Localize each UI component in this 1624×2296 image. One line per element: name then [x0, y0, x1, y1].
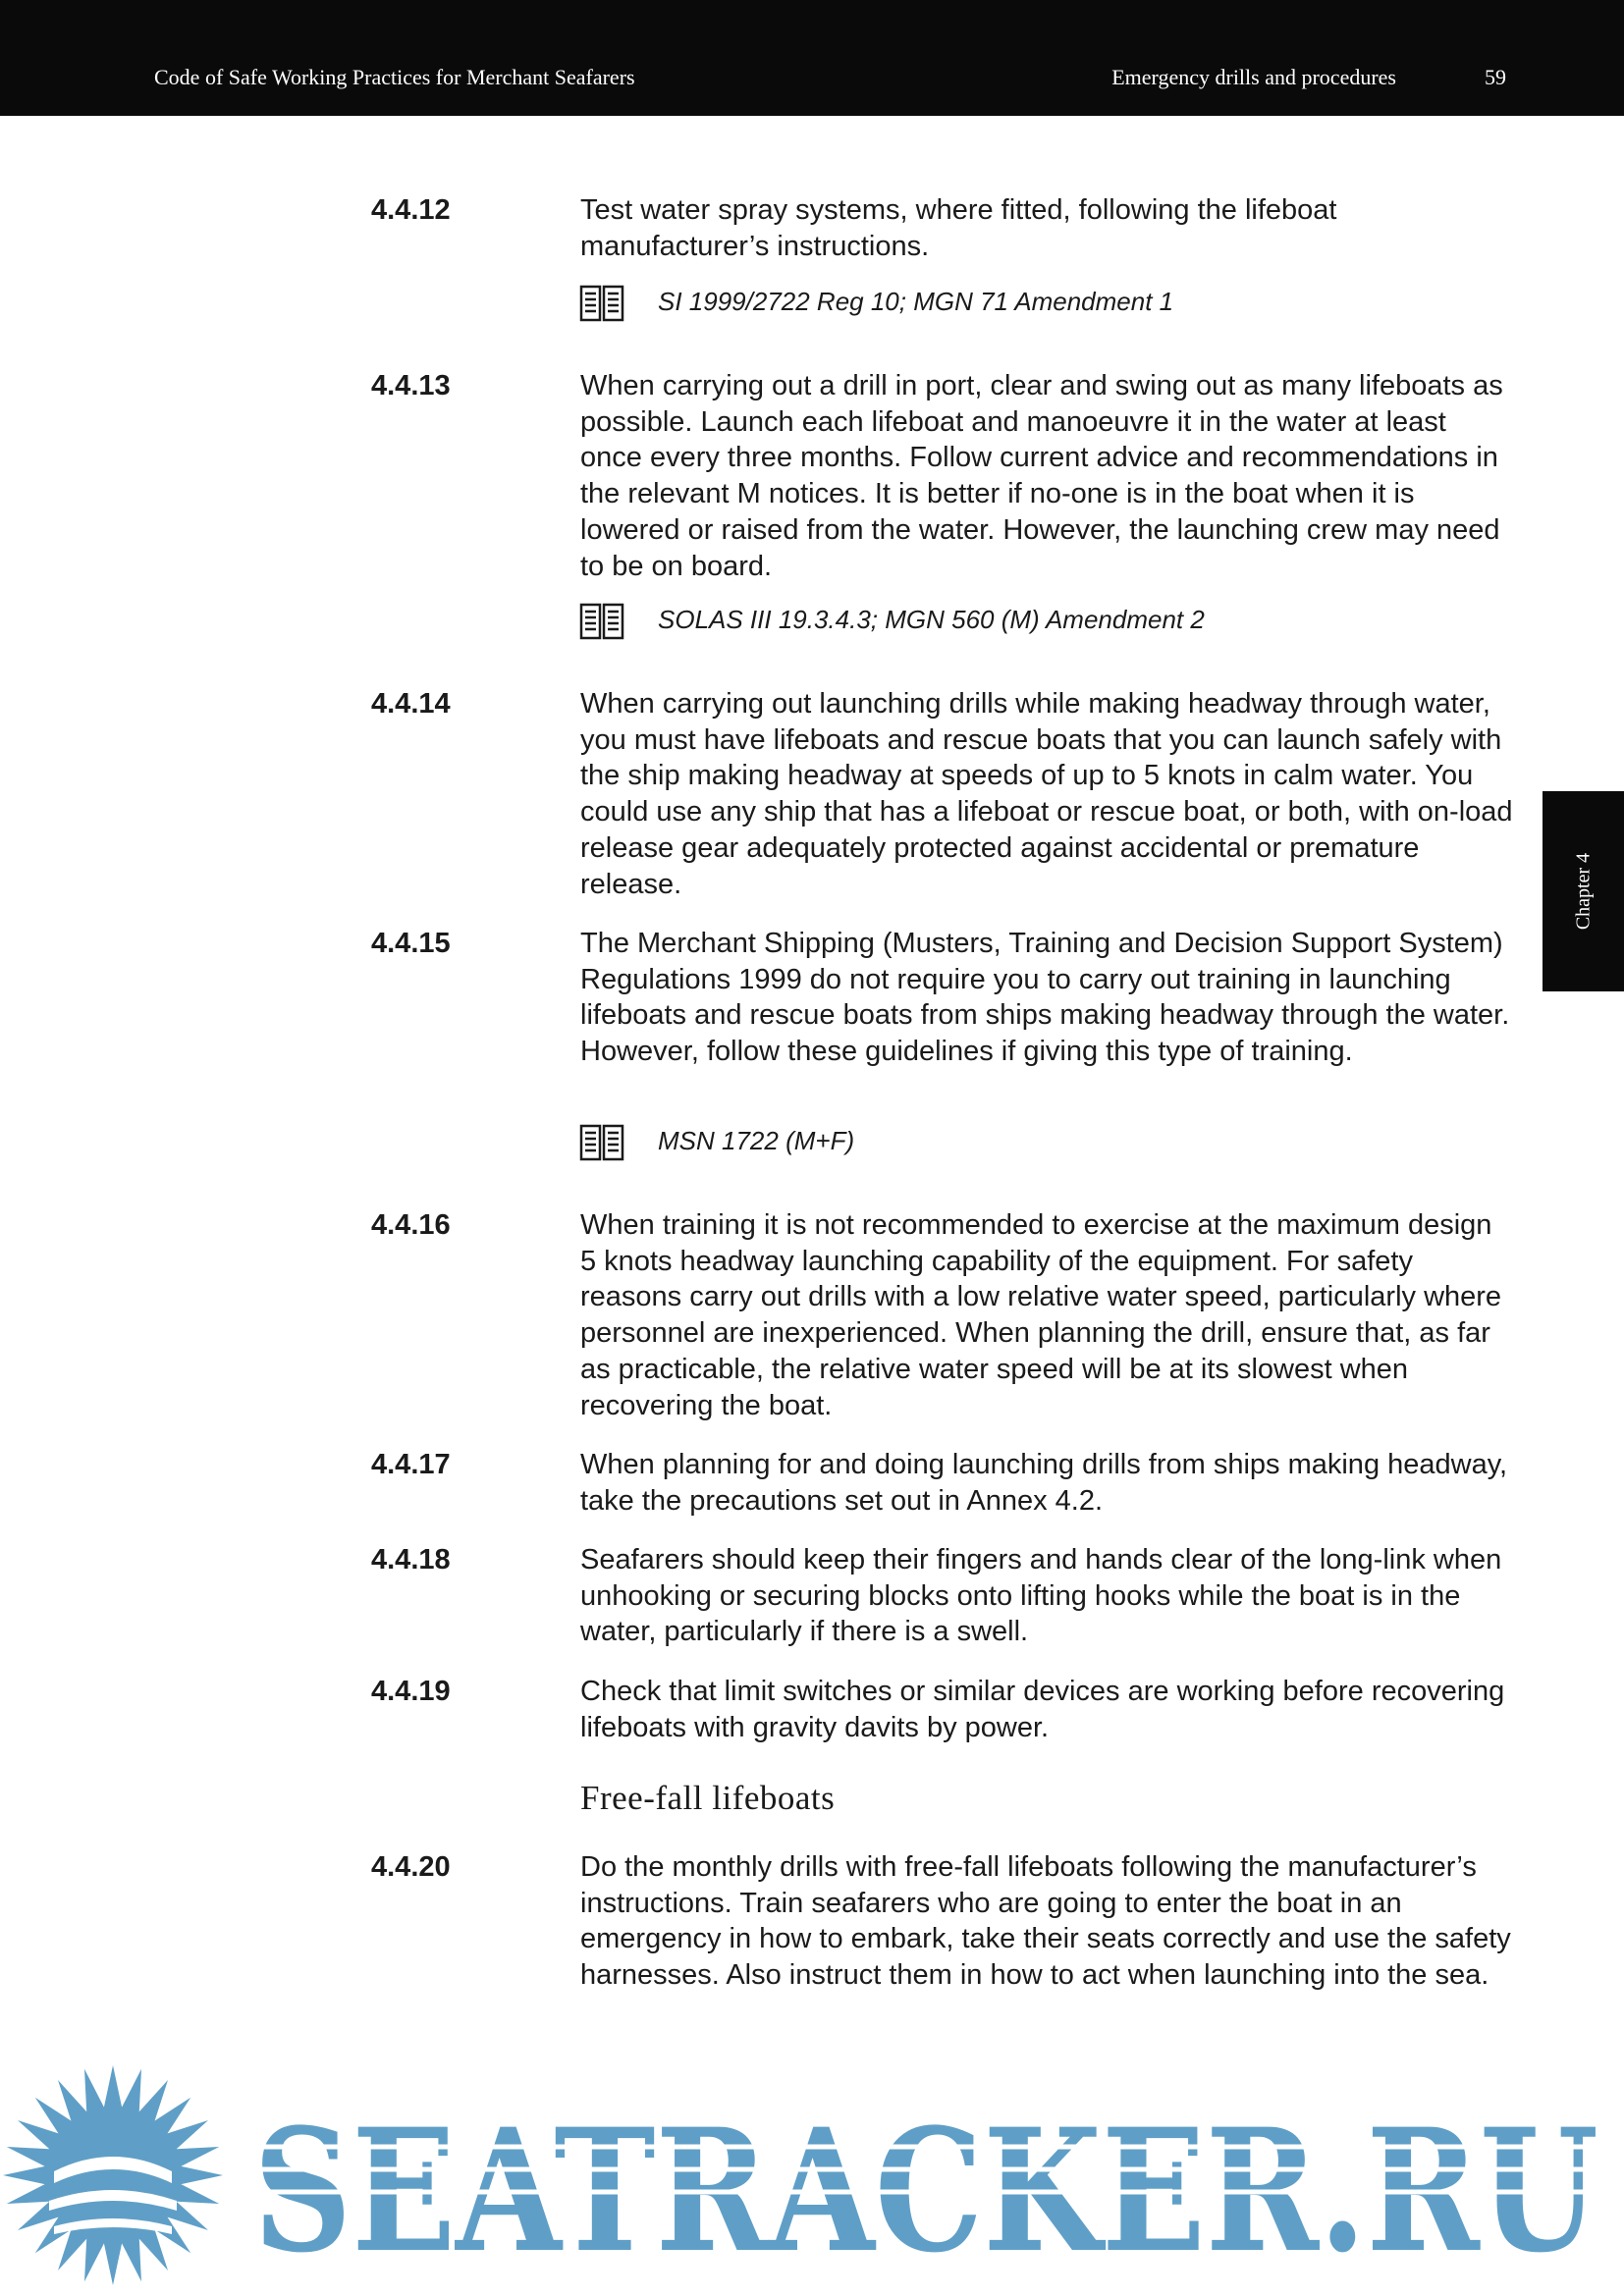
- paragraph-number: 4.4.18: [371, 1544, 451, 1575]
- section-subheading: Free-fall lifeboats: [580, 1779, 836, 1817]
- chapter-tab-label: Chapter 4: [1572, 852, 1594, 931]
- paragraph-text: Do the monthly drills with free-fall lifeboats following the manufacturer’s instructions. Train seafarers who are going to enter the boat in an emergency in how to embark, take their seats correctly and use the safety harnesses. Also instruct them in how to act when launching into the sea.: [580, 1851, 1511, 1992]
- paragraph-text: Check that limit switches or similar devices are working before recovering lifeboats with gravity davits by power.: [580, 1676, 1505, 1743]
- paragraph-number: 4.4.13: [371, 370, 451, 401]
- book-icon: [579, 283, 624, 322]
- paragraph-number: 4.4.16: [371, 1209, 451, 1241]
- paragraph-text: When carrying out launching drills while making headway through water, you must have lifeboats and rescue boats that you can launch safely with the ship making headway at speeds of up to 5 knots in calm water. You could use any ship that has a lifeboat or rescue boat, or both, with on-load release gear adequately protected against accidental or premature release.: [580, 688, 1513, 900]
- paragraph-number: 4.4.20: [371, 1851, 451, 1883]
- reference-note: [0, 281, 1624, 324]
- chapter-tab[interactable]: [1543, 791, 1624, 991]
- paragraph-number: 4.4.14: [371, 688, 451, 720]
- watermark-text: SEATRACKER.RU: [253, 2091, 1598, 2290]
- reference-text: SOLAS III 19.3.4.3; MGN 560 (M) Amendment 2: [658, 605, 1205, 634]
- paragraph-text: The Merchant Shipping (Musters, Training and Decision Support System) Regulations 1999 do not require you to carry out training in launching lifeboats and rescue boats from ships making headway through the water. However, follow these guidelines if giving this type of training.: [580, 928, 1510, 1068]
- paragraph-text: When carrying out a drill in port, clear and swing out as many lifeboats as possible. Launch each lifeboat and manoeuvre it in the water at least once every three months. Follow current advice and recommendations in the relevant M notices. It is better if no-one is in the boat when it is lowered or raised from the water. However, the launching crew may need to be on board.: [580, 370, 1503, 582]
- reference-note: [0, 599, 1624, 642]
- paragraph-text: When training it is not recommended to exercise at the maximum design 5 knots headway launching capability of the equipment. For safety reasons carry out drills with a low relative water speed, particularly where personnel are inexperienced. When planning the drill, ensure that, as far as practicable, the relative water speed will be at its slowest when recovering the boat.: [580, 1209, 1502, 1421]
- paragraph-number: 4.4.12: [371, 194, 451, 226]
- book-icon: [579, 601, 624, 640]
- watermark-logo: [0, 2054, 1624, 2296]
- reference-text: MSN 1722 (M+F): [658, 1126, 855, 1155]
- book-icon: [579, 1122, 624, 1161]
- book-title: Code of Safe Working Practices for Merchant Seafarers: [154, 65, 635, 89]
- paragraph-text: Test water spray systems, where fitted, following the lifeboat manufacturer’s instructions.: [580, 194, 1337, 262]
- reference-note: [0, 1120, 1624, 1163]
- paragraph-number: 4.4.19: [371, 1676, 451, 1707]
- reference-text: SI 1999/2722 Reg 10; MGN 71 Amendment 1: [658, 287, 1174, 316]
- section-title: Emergency drills and procedures: [1111, 65, 1396, 89]
- paragraph-text: Seafarers should keep their fingers and hands clear of the long-link when unhooking or securing blocks onto lifting hooks while the boat is in the water, particularly if there is a swell.: [580, 1544, 1502, 1648]
- paragraph-number: 4.4.15: [371, 928, 451, 959]
- page-number: 59: [1485, 65, 1506, 89]
- sun-icon: [3, 2065, 223, 2285]
- paragraph-text: When planning for and doing launching drills from ships making headway, take the precautions set out in Annex 4.2.: [580, 1449, 1508, 1517]
- page-header: [0, 0, 1624, 116]
- paragraph-number: 4.4.17: [371, 1449, 451, 1480]
